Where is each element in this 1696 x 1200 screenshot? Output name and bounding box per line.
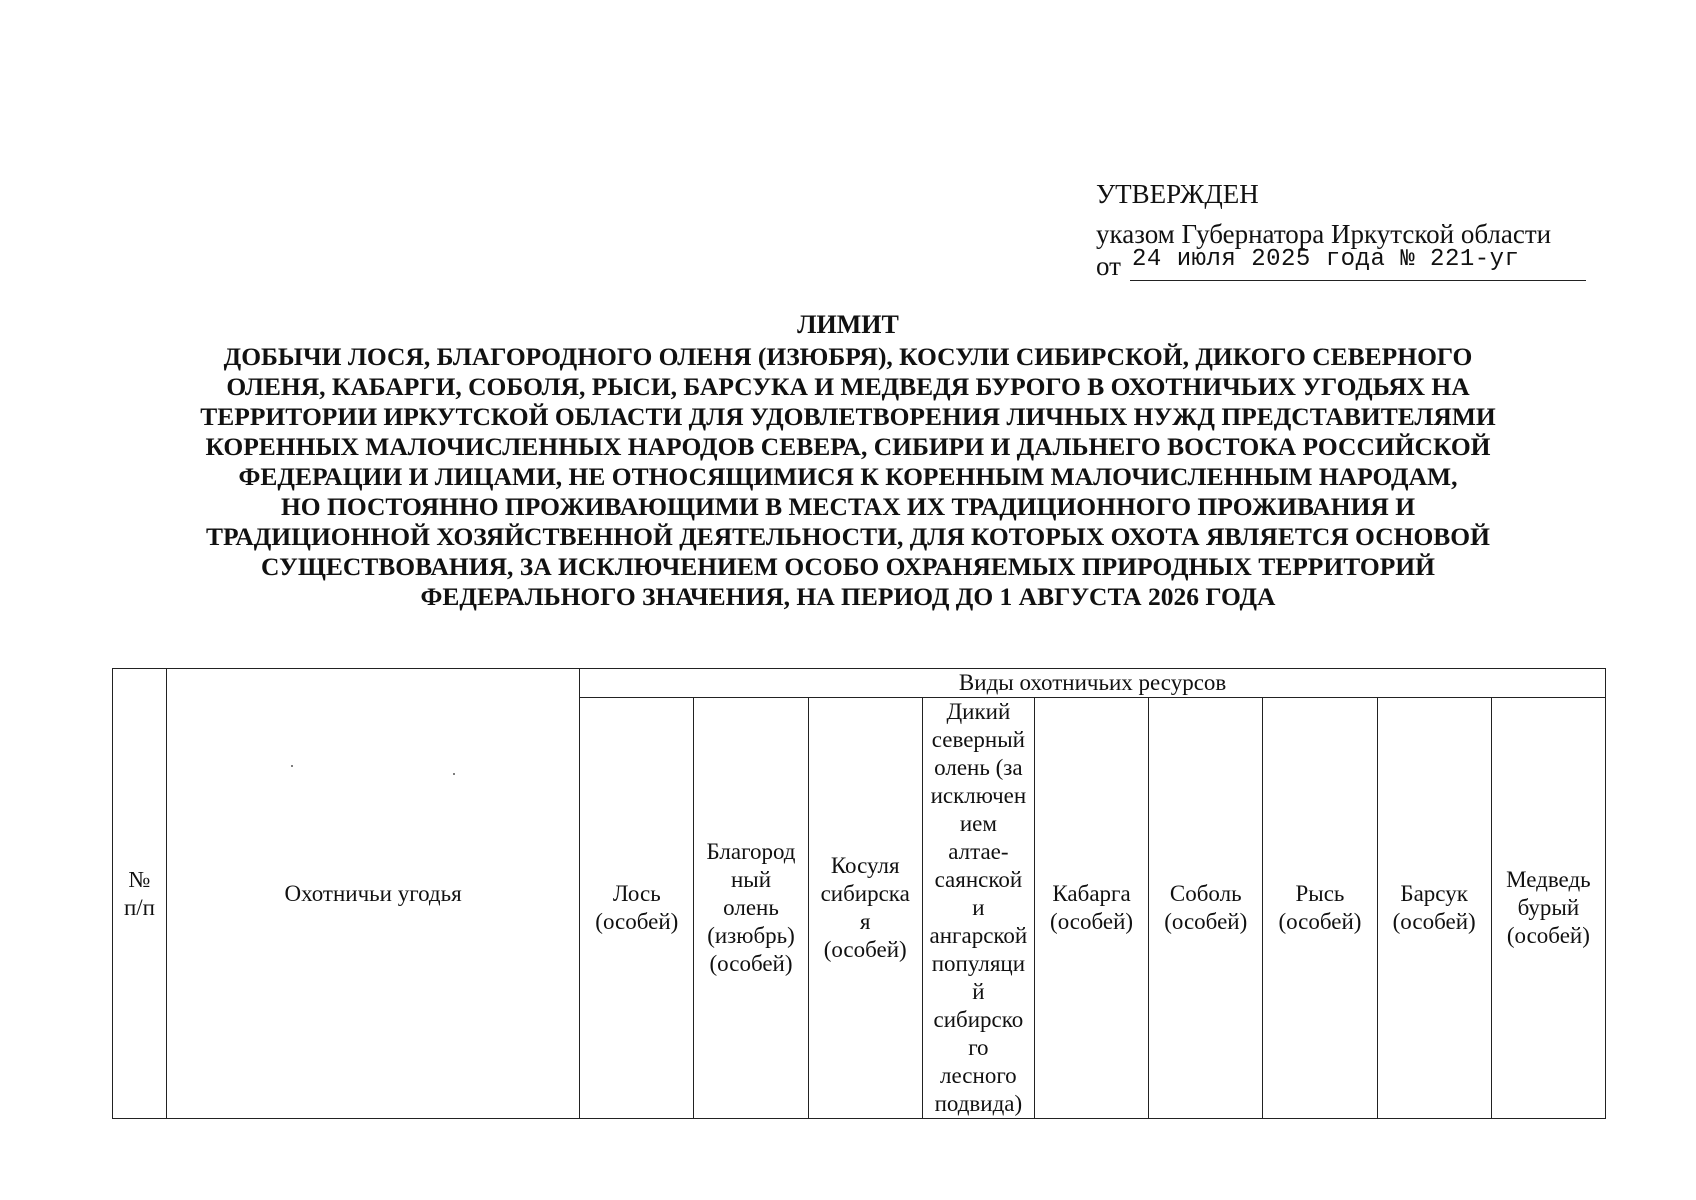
decree-details: 24 июля 2025 года № 221-уг	[1132, 246, 1520, 273]
scan-speck	[453, 773, 455, 775]
from-prefix: от	[1096, 251, 1121, 281]
decree-number-line	[1096, 246, 1596, 284]
document-title	[90, 310, 1606, 612]
header-line: Соболь	[1169, 881, 1242, 906]
header-line: ием	[959, 811, 997, 836]
header-line: я	[859, 909, 871, 934]
title-line: ТЕРРИТОРИИ ИРКУТСКОЙ ОБЛАСТИ ДЛЯ УДОВЛЕТВОРЕНИЯ ЛИЧНЫХ НУЖД ПРЕДСТАВИТЕЛЯМИ	[200, 402, 1496, 431]
hunting-grounds-label: Охотничьи угодья	[284, 880, 462, 906]
header-line: сибирско	[933, 1007, 1024, 1032]
col-header-number	[113, 669, 167, 1119]
title-line: ОЛЕНЯ, КАБАРГИ, СОБОЛЯ, РЫСИ, БАРСУКА И МЕДВЕДЯ БУРОГО В ОХОТНИЧЬИХ УГОДЬЯХ НА	[226, 372, 1470, 401]
title-line: ФЕДЕРАЛЬНОГО ЗНАЧЕНИЯ, НА ПЕРИОД ДО 1 АВГУСТА 2026 ГОДА	[420, 582, 1276, 611]
header-line: олень	[723, 895, 779, 920]
header-line: (особей)	[823, 937, 907, 962]
header-line: Рысь	[1295, 881, 1345, 906]
header-line: ангарской	[929, 923, 1028, 948]
title-line: КОРЕННЫХ МАЛОЧИСЛЕННЫХ НАРОДОВ СЕВЕРА, СИБИРИ И ДАЛЬНЕГО ВОСТОКА РОССИЙСКОЙ	[205, 432, 1491, 461]
header-line: (особей)	[1392, 909, 1476, 934]
header-line: (особей)	[1164, 909, 1248, 934]
col-header-hunting-grounds	[166, 669, 579, 1119]
header-line: бурый	[1517, 895, 1580, 920]
header-line: (особей)	[709, 951, 793, 976]
header-line: (изюбрь)	[707, 923, 795, 948]
header-line: Барсук	[1400, 881, 1468, 906]
col-header-red-deer	[694, 698, 808, 1119]
limit-table	[112, 668, 1606, 1119]
header-line: подвида)	[934, 1091, 1023, 1116]
col-header-lynx	[1263, 698, 1377, 1119]
col-header-moose	[580, 698, 694, 1119]
header-line: сибирска	[820, 881, 910, 906]
header-line: популяци	[931, 951, 1026, 976]
header-line: ный	[730, 867, 772, 892]
col-header-badger	[1377, 698, 1491, 1119]
title-line: ФЕДЕРАЦИИ И ЛИЦАМИ, НЕ ОТНОСЯЩИМИСЯ К КОРЕННЫМ МАЛОЧИСЛЕННЫМ НАРОДАМ,	[238, 462, 1458, 491]
header-line: й	[972, 979, 985, 1004]
title-heading: ЛИМИТ	[797, 310, 899, 339]
header-line: саянской	[934, 867, 1023, 892]
header-line: исключен	[930, 783, 1027, 808]
title-line: НО ПОСТОЯННО ПРОЖИВАЮЩИМИ В МЕСТАХ ИХ ТРАДИЦИОННОГО ПРОЖИВАНИЯ И	[280, 492, 1416, 521]
header-line: Кабарга	[1052, 881, 1131, 906]
title-line: ДОБЫЧИ ЛОСЯ, БЛАГОРОДНОГО ОЛЕНЯ (ИЗЮБРЯ), КОСУЛИ СИБИРСКОЙ, ДИКОГО СЕВЕРНОГО	[223, 342, 1473, 371]
header-line: (особей)	[1278, 909, 1362, 934]
title-line: СУЩЕСТВОВАНИЯ, ЗА ИСКЛЮЧЕНИЕМ ОСОБО ОХРАНЯЕМЫХ ПРИРОДНЫХ ТЕРРИТОРИЙ	[261, 552, 1435, 581]
decree-reference: указом Губернатора Иркутской области	[1096, 219, 1552, 249]
col-header-roe-deer	[808, 698, 922, 1119]
header-line: северный	[931, 727, 1025, 752]
header-line: Лось	[612, 881, 661, 906]
header-line: лесного	[940, 1063, 1017, 1088]
header-line: олень (за	[934, 755, 1023, 780]
header-line: (особей)	[595, 909, 679, 934]
header-line: алтае-	[948, 839, 1009, 864]
col-header-musk-deer	[1034, 698, 1148, 1119]
species-group-header: Виды охотничьих ресурсов	[580, 669, 1606, 698]
approved-label: УТВЕРЖДЕН	[1096, 179, 1259, 209]
header-line: (особей)	[1506, 923, 1590, 948]
col-header-sable	[1149, 698, 1263, 1119]
header-line: го	[968, 1035, 989, 1060]
header-line: Благород	[706, 839, 796, 864]
header-line: Дикий	[946, 699, 1011, 724]
table-header-row	[113, 669, 1606, 698]
title-line: ТРАДИЦИОННОЙ ХОЗЯЙСТВЕННОЙ ДЕЯТЕЛЬНОСТИ, ДЛЯ КОТОРЫХ ОХОТА ЯВЛЯЕТСЯ ОСНОВОЙ	[206, 522, 1490, 551]
header-line: Косуля	[830, 853, 900, 878]
col-header-reindeer	[922, 698, 1034, 1119]
approval-block	[1096, 178, 1596, 284]
header-line: и	[972, 895, 985, 920]
scan-speck	[291, 765, 293, 767]
col-number-line: п/п	[123, 894, 155, 920]
header-line: (особей)	[1050, 909, 1134, 934]
col-number-line: №	[128, 866, 151, 892]
signature-underline	[1130, 280, 1586, 281]
col-header-brown-bear	[1491, 698, 1605, 1119]
header-line: Медведь	[1506, 867, 1591, 892]
